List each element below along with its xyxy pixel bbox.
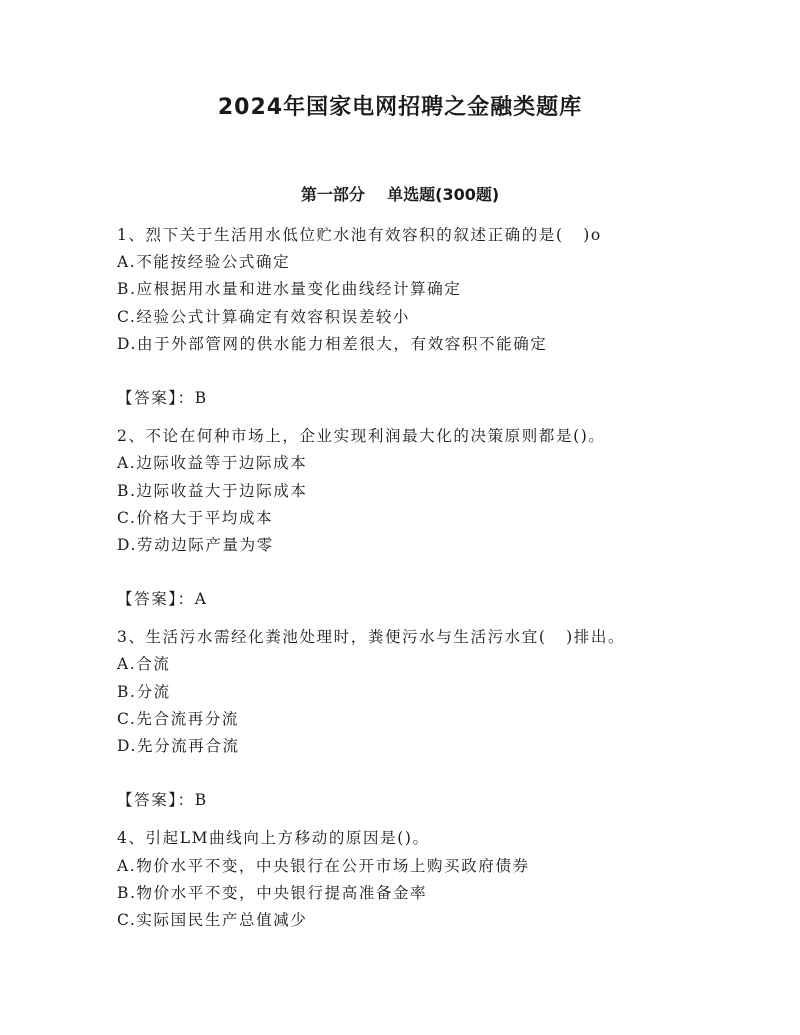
- question-stem: 2、不论在何种市场上，企业实现利润最大化的决策原则都是()。: [117, 427, 606, 446]
- option-b: B.边际收益大于边际成本: [117, 481, 308, 500]
- section-heading: 第一部分 单选题(300题): [300, 185, 500, 204]
- option-d: D.先分流再合流: [117, 737, 240, 755]
- option-a: A.不能按经验公式确定: [117, 253, 291, 272]
- question-stem: 3、生活污水需经化粪池处理时，粪便污水与生活污水宜( )排出。: [117, 628, 626, 647]
- option-b: B.应根据用水量和进水量变化曲线经计算确定: [117, 280, 462, 299]
- option-a: A.物价水平不变，中央银行在公开市场上购买政府债券: [117, 856, 530, 875]
- answer-label: 【答案】：A: [117, 590, 208, 609]
- option-c: C.经验公式计算确定有效容积误差较小: [117, 307, 411, 326]
- option-c: C.先合流再分流: [117, 709, 240, 728]
- option-a: A.合流: [117, 655, 171, 674]
- option-c: C.实际国民生产总值减少: [117, 910, 308, 929]
- option-d: D.劳动边际产量为零: [117, 535, 274, 554]
- option-b: B.物价水平不变，中央银行提高准备金率: [117, 883, 428, 902]
- question-2: [117, 423, 757, 613]
- document-title: 2024年国家电网招聘之金融类题库: [217, 95, 583, 120]
- option-d: D.由于外部管网的供水能力相差很大，有效容积不能确定: [117, 334, 548, 353]
- question-1: [117, 222, 757, 412]
- question-3: [117, 624, 757, 814]
- question-list: [117, 222, 757, 934]
- question-stem: 1、烈下关于生活用水低位贮水池有效容积的叙述正确的是( )o: [117, 226, 602, 244]
- option-a: A.边际收益等于边际成本: [117, 454, 308, 473]
- option-b: B.分流: [117, 682, 171, 701]
- option-c: C.价格大于平均成本: [117, 508, 274, 527]
- question-stem: 4、引起LM曲线向上方移动的原因是()。: [117, 829, 430, 848]
- question-4: [117, 825, 757, 934]
- answer-label: 【答案】：B: [117, 791, 208, 810]
- answer-label: 【答案】：B: [117, 388, 208, 407]
